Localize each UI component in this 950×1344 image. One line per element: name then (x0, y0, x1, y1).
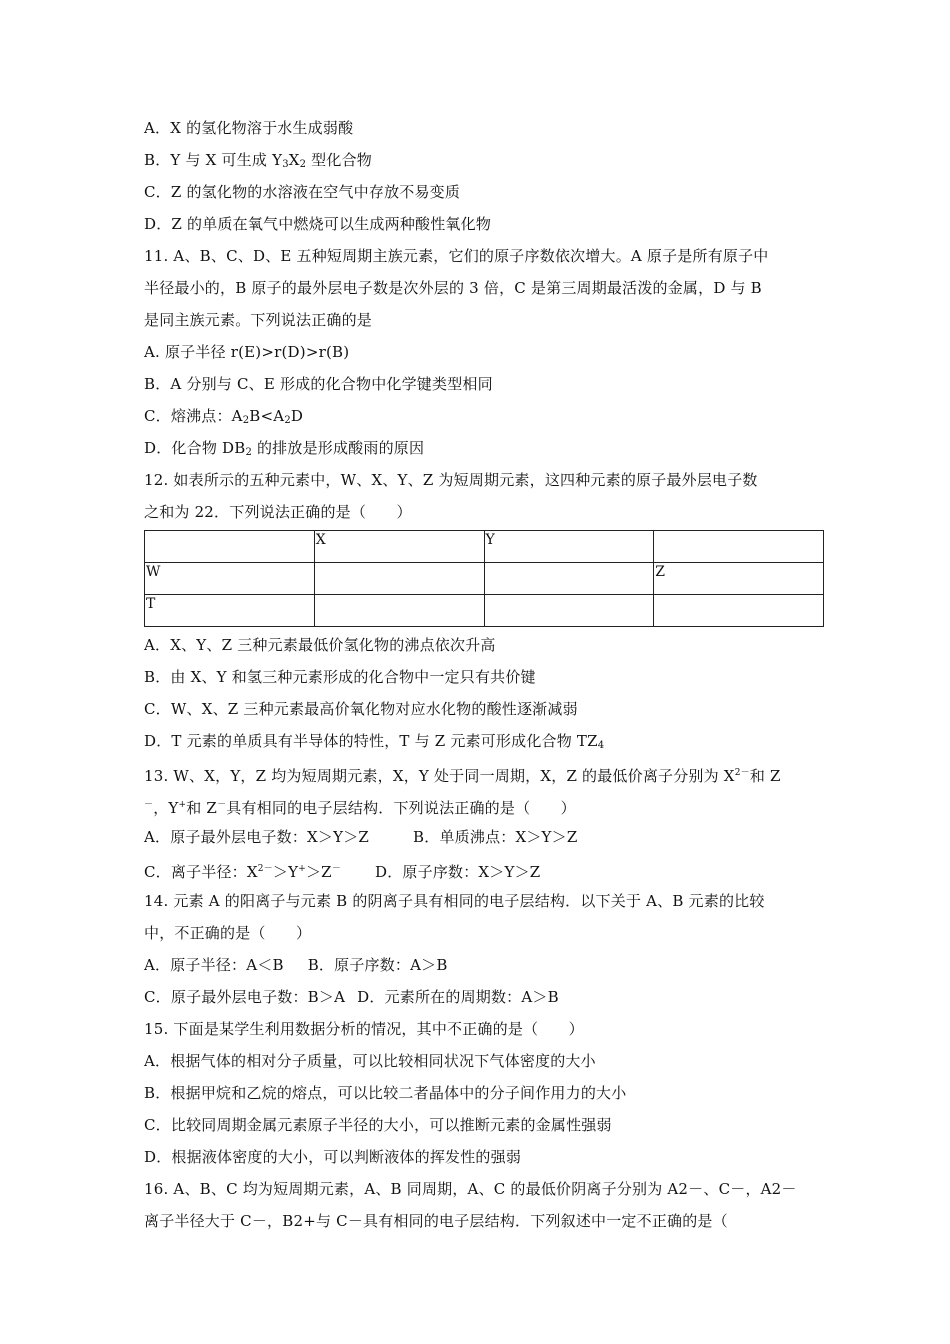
q10-option-b: B．Y 与 X 可生成 $Y_3X_2$ 型化合物 (144, 151, 372, 170)
q14-options-cd (144, 981, 824, 1013)
table-row (145, 531, 824, 563)
q12-option-b: B．由 X、Y 和氢三种元素形成的化合物中一定只有共价键 (144, 668, 536, 686)
q11-option-c: C．熔沸点：$A_2B<A_2D$ (144, 407, 304, 426)
table-cell (654, 595, 824, 627)
q15-option-c: C．比较同周期金属元素原子半径的大小，可以推断元素的金属性强弱 (144, 1116, 612, 1134)
table-cell (484, 595, 654, 627)
q10-option-a: A．X 的氢化物溶于水生成弱酸 (144, 119, 354, 137)
q11-option-d: D．化合物 $DB_2$ 的排放是形成酸雨的原因 (144, 439, 425, 458)
q13-option-b: B．单质沸点：X＞Y＞Z (413, 828, 578, 846)
q16-stem-line1: 16. A、B、C 均为短周期元素，A、B 同周期，A、C 的最低价阴离子分别为 A2－、C－，A2－ (144, 1180, 797, 1198)
table-cell (314, 595, 484, 627)
q15-stem: 15. 下面是某学生利用数据分析的情况，其中不正确的是（ ） (144, 1020, 584, 1038)
q13-option-c: C．离子半径：$X^{2-}>Y^+>Z^-$ (144, 863, 341, 881)
table-row (145, 595, 824, 627)
q15-option-d: D．根据液体密度的大小，可以判断液体的挥发性的强弱 (144, 1148, 522, 1166)
table-cell (484, 563, 654, 595)
table-cell (145, 531, 315, 563)
q11-option-b: B．A 分别与 C、E 形成的化合物中化学键类型相同 (144, 375, 493, 393)
table-cell: W (145, 563, 315, 595)
table-cell (654, 531, 824, 563)
q12-stem-line2: 之和为 22．下列说法正确的是（ ） (144, 503, 412, 521)
q13-stem-line1: 13. W、X，Y，Z 均为短周期元素，X，Y 处于同一周期，X，Z 的最低价离子分别为 $X^{2-}$和 Z (144, 767, 781, 785)
q11-stem-line3: 是同主族元素。下列说法正确的是 (144, 311, 373, 329)
q15-option-b: B．根据甲烷和乙烷的熔点，可以比较二者晶体中的分子间作用力的大小 (144, 1084, 627, 1102)
table-cell: Z (654, 563, 824, 595)
q13-stem-line2: －，Y+和 Z－具有相同的电子层结构．下列说法正确的是（ ） (144, 799, 576, 817)
table-cell: X (314, 531, 484, 563)
q14-option-c: C．原子最外层电子数：B＞A (144, 988, 346, 1006)
q14-stem-line1: 14. 元素 A 的阳离子与元素 B 的阴离子具有相同的电子层结构．以下关于 A、B 元素的比较 (144, 892, 765, 910)
q13-option-d: D．原子序数：X＞Y＞Z (375, 863, 541, 881)
q12-option-a: A．X、Y、Z 三种元素最低价氢化物的沸点依次升高 (144, 636, 496, 654)
q14-stem-line2: 中，不正确的是（ ） (144, 924, 312, 942)
document-page (144, 112, 824, 1237)
table-cell: T (145, 595, 315, 627)
q13-option-a: A．原子最外层电子数：X＞Y＞Z (144, 828, 370, 846)
q14-options-ab (144, 949, 824, 981)
q12-option-d: D．T 元素的单质具有半导体的特性，T 与 Z 元素可形成化合物 $TZ_4$ (144, 732, 605, 751)
q11-stem-line2: 半径最小的，B 原子的最外层电子数是次外层的 3 倍，C 是第三周期最活泼的金属，D 与 B (144, 279, 762, 297)
table-row (145, 563, 824, 595)
q14-option-d: D．元素所在的周期数：A＞B (357, 988, 559, 1006)
q10-option-d: D．Z 的单质在氧气中燃烧可以生成两种酸性氧化物 (144, 215, 492, 233)
q11-option-a: A. 原子半径 r(E)>r(D)>r(B) (144, 343, 350, 361)
q14-option-b: B．原子序数：A＞B (307, 956, 448, 974)
q10-option-c: C．Z 的氢化物的水溶液在空气中存放不易变质 (144, 183, 461, 201)
q13-options-ab (144, 821, 824, 853)
element-table (144, 530, 824, 627)
q11-stem-line1: 11. A、B、C、D、E 五种短周期主族元素，它们的原子序数依次增大。A 原子是所有原子中 (144, 247, 769, 265)
table-cell (314, 563, 484, 595)
table-cell: Y (484, 531, 654, 563)
q16-stem-line2: 离子半径大于 C－，B2+与 C－具有相同的电子层结构．下列叙述中一定不正确的是（ (144, 1212, 728, 1230)
q14-option-a: A．原子半径：A＜B (144, 956, 284, 974)
q15-option-a: A．根据气体的相对分子质量，可以比较相同状况下气体密度的大小 (144, 1052, 596, 1070)
q12-stem-line1: 12. 如表所示的五种元素中，W、X、Y、Z 为短周期元素，这四种元素的原子最外层电子数 (144, 471, 758, 489)
q13-options-cd (144, 853, 824, 885)
q12-option-c: C．W、X、Z 三种元素最高价氧化物对应水化物的酸性逐渐减弱 (144, 700, 578, 718)
